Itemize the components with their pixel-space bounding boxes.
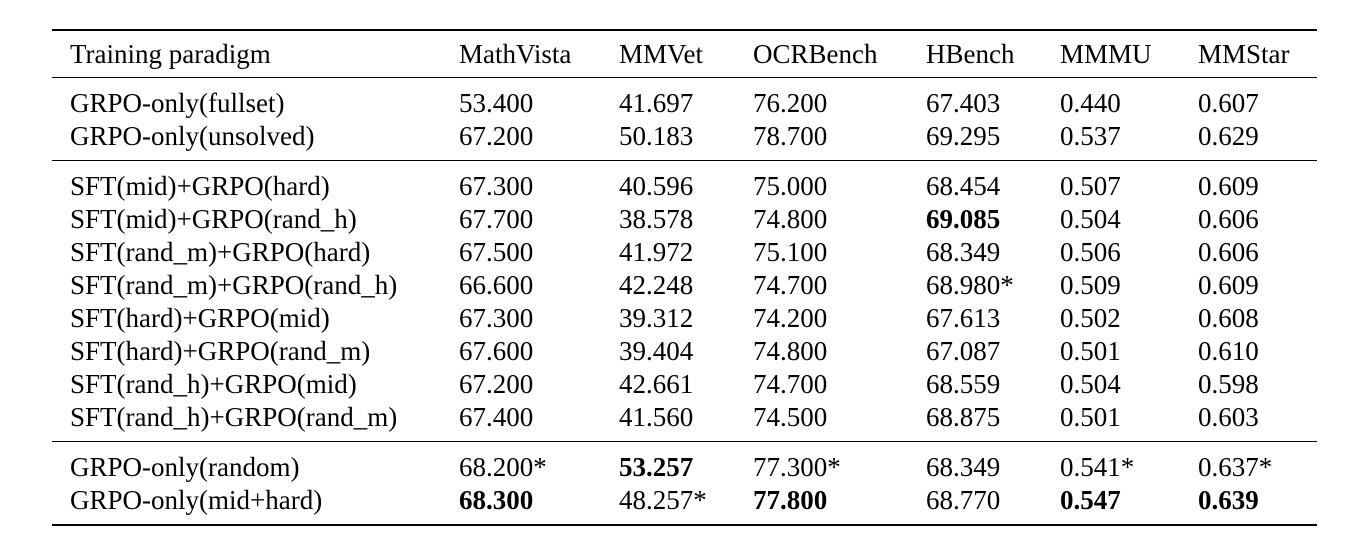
mmstar-cell: 0.609 [1198,270,1259,300]
mmmu-cell: 0.541* [1060,452,1135,482]
group-sft-grpo [52,161,1317,442]
hbench-cell: 68.770 [926,485,1001,515]
mmvet-cell: 41.972 [619,237,694,267]
header-ocrbench: OCRBench [753,38,878,69]
training-paradigm-cell: SFT(rand_h)+GRPO(rand_m) [70,402,398,432]
mmstar-cell: 0.637* [1198,452,1273,482]
mmmu-cell: 0.501 [1060,402,1121,432]
mmvet-cell: 39.404 [619,336,694,366]
training-paradigm-cell: SFT(rand_m)+GRPO(hard) [70,237,371,267]
mathvista-cell: 67.600 [459,336,534,366]
hbench-cell: 68.349 [926,237,1001,267]
hbench-cell: 68.559 [926,369,1001,399]
training-paradigm-cell: GRPO-only(mid+hard) [70,485,323,515]
mmstar-cell: 0.607 [1198,88,1259,118]
mmmu-cell: 0.547 [1060,485,1121,515]
mathvista-cell: 53.400 [459,88,534,118]
ocrbench-cell: 75.000 [753,171,828,201]
mmmu-cell: 0.502 [1060,303,1121,333]
mmvet-cell: 39.312 [619,303,694,333]
hbench-cell: 67.087 [926,336,1001,366]
mmstar-cell: 0.629 [1198,121,1259,151]
mmmu-cell: 0.509 [1060,270,1121,300]
group-grpo-only-curriculum [52,442,1317,526]
mmvet-cell: 48.257* [619,485,707,515]
mmvet-cell: 40.596 [619,171,694,201]
hbench-cell: 67.613 [926,303,1001,333]
table-row [52,78,1317,121]
ocrbench-cell: 77.300* [753,452,841,482]
header-training-paradigm: Training paradigm [70,38,271,69]
header-mmvet: MMVet [619,38,704,69]
mmvet-cell: 50.183 [619,121,694,151]
mathvista-cell: 67.400 [459,402,534,432]
training-paradigm-cell: SFT(mid)+GRPO(hard) [70,171,330,201]
mathvista-cell: 67.500 [459,237,534,267]
mmmu-cell: 0.501 [1060,336,1121,366]
mathvista-cell: 67.200 [459,121,534,151]
mathvista-cell: 68.300 [459,485,534,515]
ocrbench-cell: 74.500 [753,402,828,432]
mmstar-cell: 0.608 [1198,303,1259,333]
mmvet-cell: 38.578 [619,204,694,234]
table-row [52,484,1317,525]
header-mathvista: MathVista [459,38,572,69]
ocrbench-cell: 77.800 [753,485,828,515]
mathvista-cell: 66.600 [459,270,534,300]
hbench-cell: 69.295 [926,121,1001,151]
mathvista-cell: 67.700 [459,204,534,234]
header-hbench: HBench [926,38,1015,69]
table-row [52,401,1317,442]
training-paradigm-cell: SFT(rand_m)+GRPO(rand_h) [70,270,398,300]
table-row [52,203,1317,236]
ocrbench-cell: 74.200 [753,303,828,333]
table-row [52,302,1317,335]
mmmu-cell: 0.440 [1060,88,1121,118]
mmvet-cell: 41.697 [619,88,694,118]
ocrbench-cell: 74.800 [753,204,828,234]
training-paradigm-cell: SFT(rand_h)+GRPO(mid) [70,369,357,399]
mmstar-cell: 0.606 [1198,204,1259,234]
table-row [52,269,1317,302]
ocrbench-cell: 76.200 [753,88,828,118]
group-grpo-only-baselines [52,78,1317,161]
results-table [52,29,1317,526]
mmstar-cell: 0.639 [1198,485,1259,515]
header-mmmu: MMMU [1060,38,1152,69]
training-paradigm-cell: GRPO-only(unsolved) [70,121,315,151]
hbench-cell: 69.085 [926,204,1001,234]
training-paradigm-cell: GRPO-only(random) [70,452,300,482]
mmmu-cell: 0.507 [1060,171,1121,201]
mathvista-cell: 67.300 [459,171,534,201]
hbench-cell: 68.454 [926,171,1001,201]
mmvet-cell: 42.661 [619,369,694,399]
ocrbench-cell: 74.700 [753,369,828,399]
table-row [52,368,1317,401]
ocrbench-cell: 74.700 [753,270,828,300]
table-row [52,120,1317,161]
mmmu-cell: 0.504 [1060,204,1121,234]
hbench-cell: 67.403 [926,88,1001,118]
mmstar-cell: 0.610 [1198,336,1259,366]
training-paradigm-cell: SFT(hard)+GRPO(mid) [70,303,330,333]
mmstar-cell: 0.606 [1198,237,1259,267]
mmvet-cell: 53.257 [619,452,694,482]
mmvet-cell: 42.248 [619,270,694,300]
mathvista-cell: 67.200 [459,369,534,399]
mmstar-cell: 0.598 [1198,369,1259,399]
table-row [52,161,1317,204]
mmvet-cell: 41.560 [619,402,694,432]
ocrbench-cell: 78.700 [753,121,828,151]
mmmu-cell: 0.504 [1060,369,1121,399]
mmstar-cell: 0.603 [1198,402,1259,432]
mmmu-cell: 0.506 [1060,237,1121,267]
training-paradigm-cell: SFT(mid)+GRPO(rand_h) [70,204,357,234]
training-paradigm-cell: GRPO-only(fullset) [70,88,285,118]
mmstar-cell: 0.609 [1198,171,1259,201]
header-mmstar: MMStar [1198,38,1290,69]
training-paradigm-cell: SFT(hard)+GRPO(rand_m) [70,336,371,366]
table-row [52,335,1317,368]
ocrbench-cell: 75.100 [753,237,828,267]
ocrbench-cell: 74.800 [753,336,828,366]
mmmu-cell: 0.537 [1060,121,1121,151]
header-row [52,30,1317,78]
table-row [52,442,1317,485]
hbench-cell: 68.875 [926,402,1001,432]
table-header [52,30,1317,78]
table-row [52,236,1317,269]
mathvista-cell: 68.200* [459,452,547,482]
hbench-cell: 68.349 [926,452,1001,482]
mathvista-cell: 67.300 [459,303,534,333]
hbench-cell: 68.980* [926,270,1014,300]
